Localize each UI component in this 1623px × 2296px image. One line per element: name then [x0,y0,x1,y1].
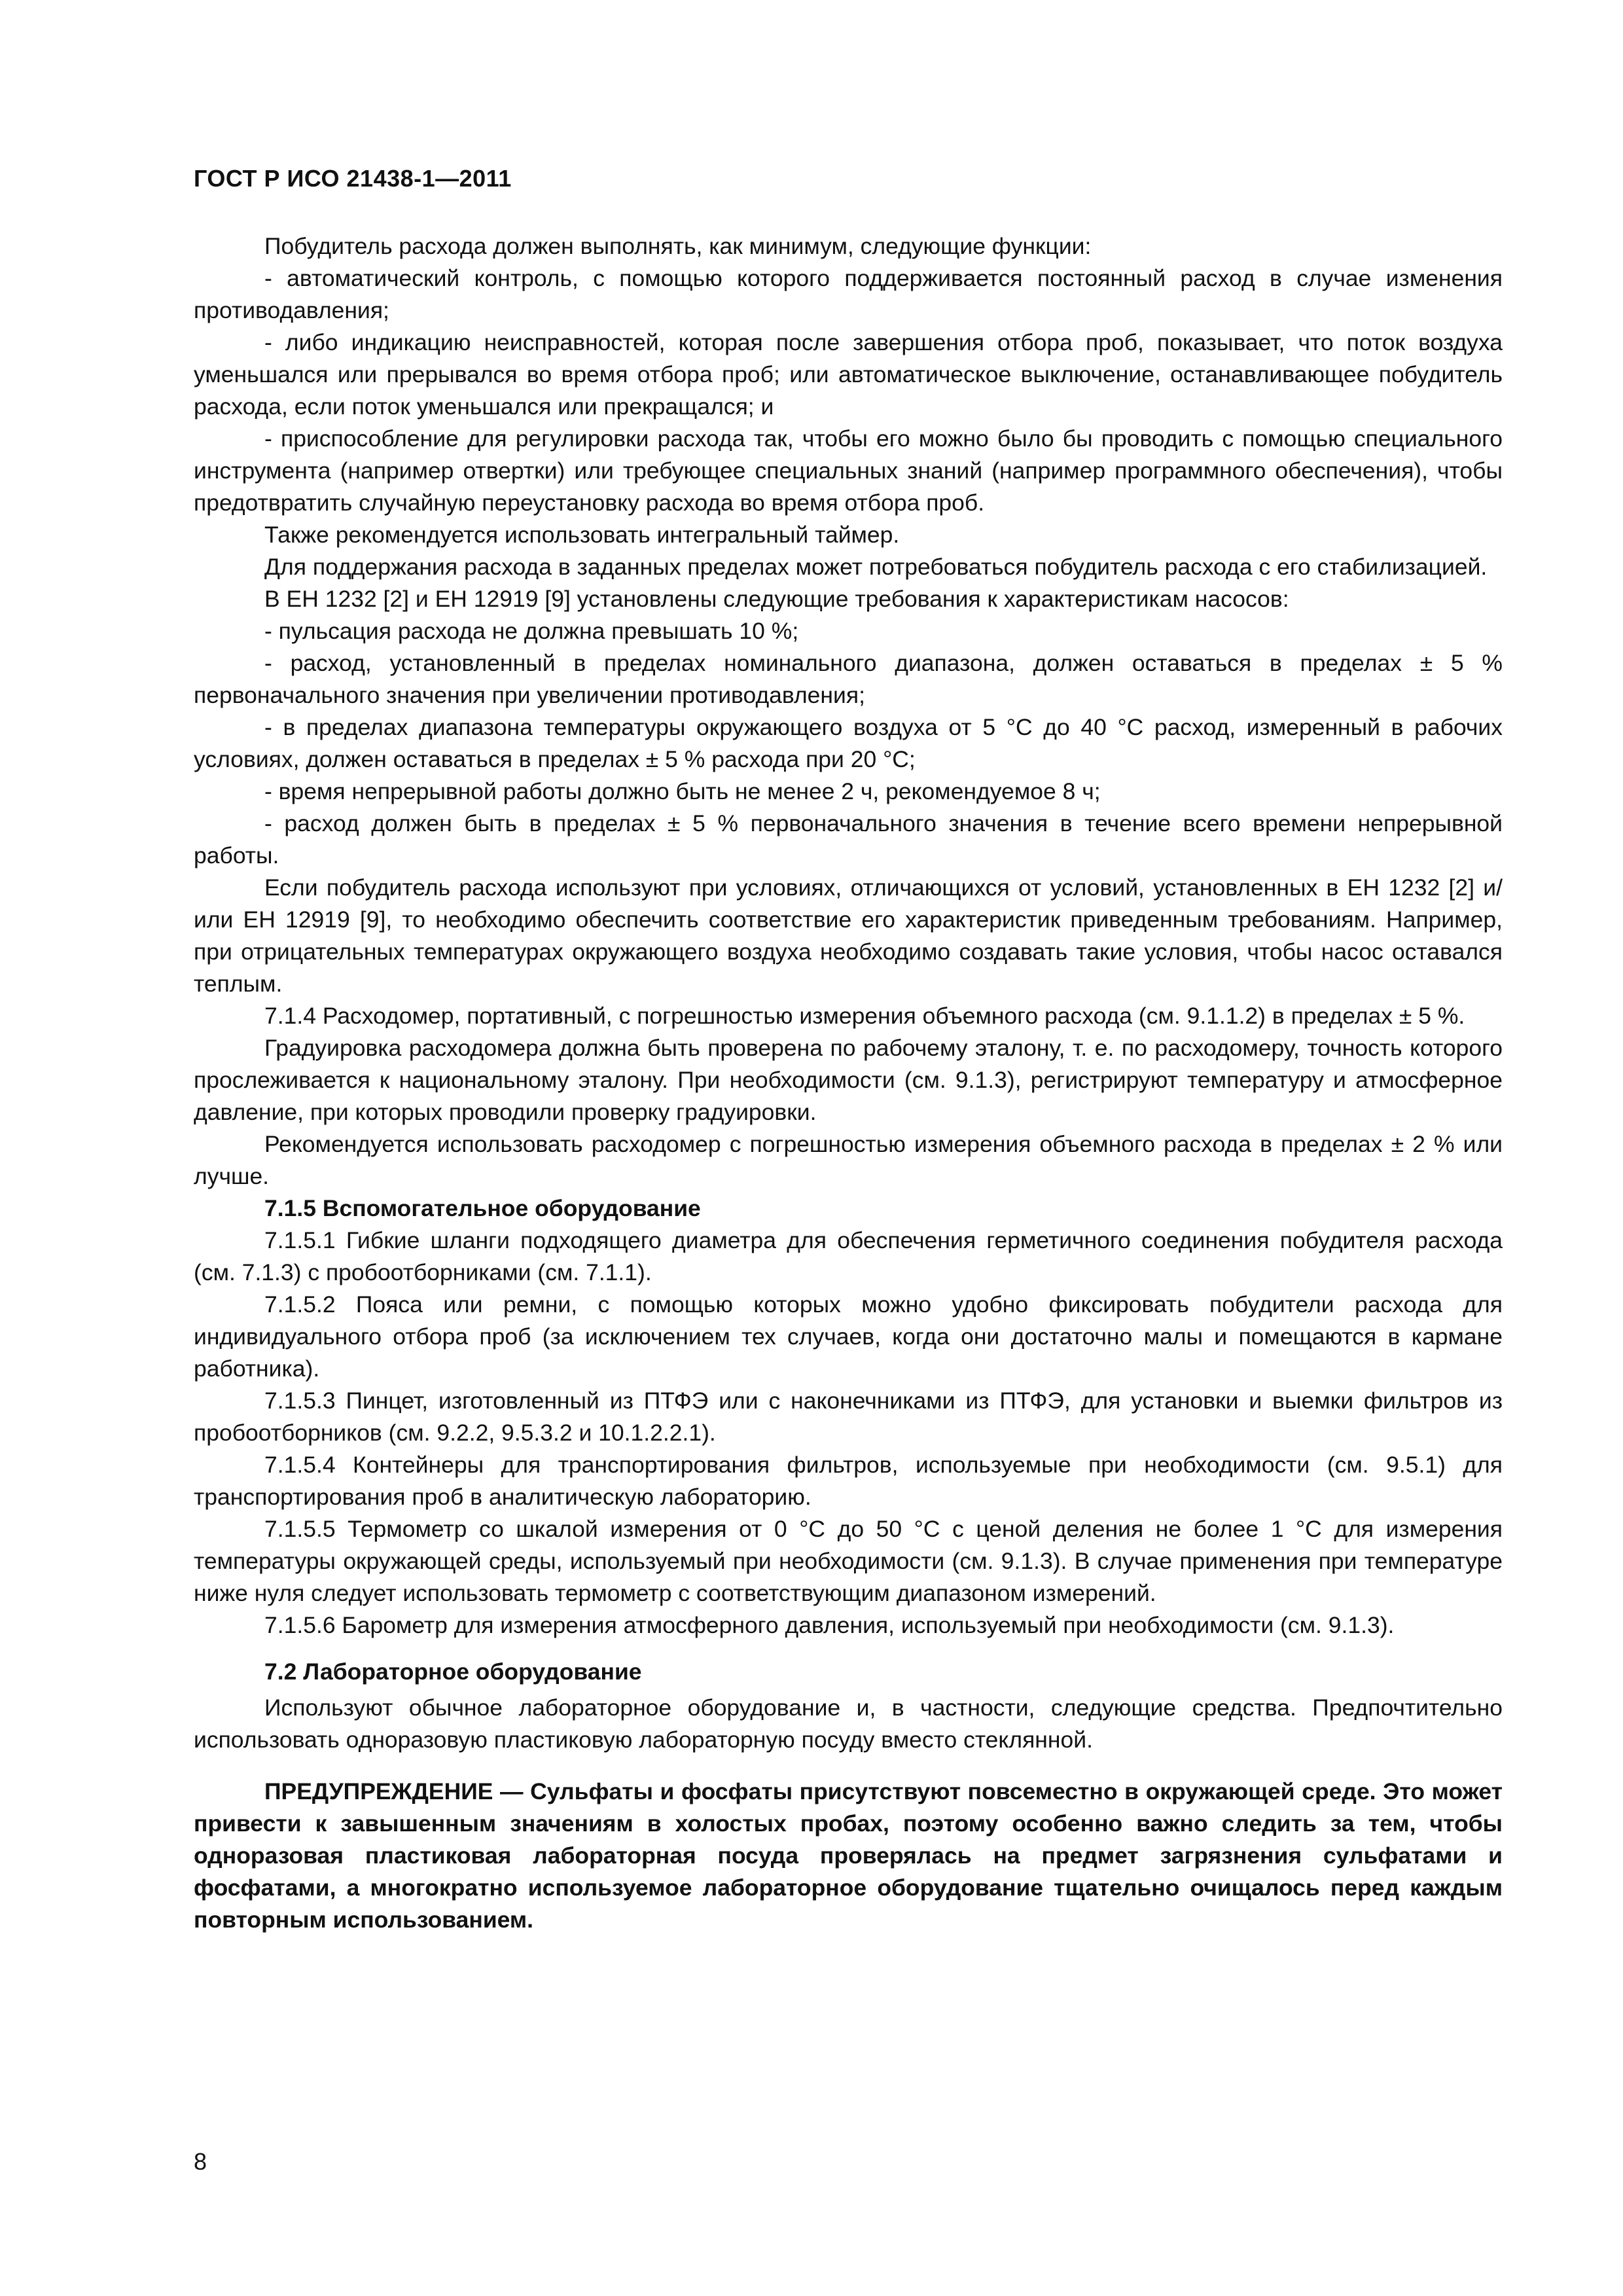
body-paragraph: 7.1.4 Расходомер, портативный, с погрешностью измерения объемного расхода (см. 9.1.1.2) в пределах ± 5 %. [264,1003,1465,1029]
body-paragraph: Также рекомендуется использовать интегральный таймер. [264,522,900,548]
body-paragraph: В ЕН 1232 [2] и ЕН 12919 [9] установлены следующие требования к характеристикам насосов: [264,586,1289,612]
body-paragraph: - расход, установленный в пределах номинального диапазона, должен оставаться в пределах ± 5 % первоначального значения при увеличении противодавления; [194,650,1503,708]
document-body [194,230,1503,1936]
body-paragraph: 7.1.5.3 Пинцет, изготовленный из ПТФЭ или с наконечниками из ПТФЭ, для установки и выемки фильтров из пробоотборников (см. 9.2.2, 9.5.3.2 и 10.1.2.2.1). [194,1388,1503,1446]
body-paragraph: - либо индикацию неисправностей, которая после завершения отбора проб, показывает, что поток воздуха уменьшался или прерывался во время отбора проб; или автоматическое выключение, останавливающее побудитель расхода, если поток уменьшался или прекращался; и [194,329,1503,420]
body-paragraph: Рекомендуется использовать расходомер с погрешностью измерения объемного расхода в пределах ± 2 % или лучше. [194,1131,1503,1189]
page-number: 8 [194,2148,207,2175]
body-paragraph: 7.1.5.6 Барометр для измерения атмосферного давления, используемый при необходимости (см. 9.1.3). [264,1612,1395,1638]
warning-paragraph: ПРЕДУПРЕЖДЕНИЕ — Сульфаты и фосфаты присутствуют повсеместно в окружающей среде. Это может привести к завышенным значениям в холостых пробах, поэтому особенно важно следить за тем, чтобы одноразовая пластиковая лабораторная посуда проверялась на предмет загрязнения сульфатами и фосфатами, а многократно используемое лабораторное оборудование тщательно очищалось перед каждым повторным использованием. [194,1778,1503,1933]
body-paragraph: - пульсация расхода не должна превышать 10 %; [264,618,799,644]
body-paragraph: 7.1.5.5 Термометр со шкалой измерения от 0 °С до 50 °С с ценой деления не более 1 °С для измерения температуры окружающей среды, используемый при необходимости (см. 9.1.3). В случае применения при температуре ниже нуля следует использовать термометр с соответствующим диапазоном измерений. [194,1516,1503,1606]
section-heading: 7.1.5 Вспомогательное оборудование [264,1195,701,1221]
section-heading: 7.2 Лабораторное оборудование [264,1659,642,1685]
body-paragraph: 7.1.5.1 Гибкие шланги подходящего диаметра для обеспечения герметичного соединения побудителя расхода (см. 7.1.3) с пробоотборниками (см. 7.1.1). [194,1227,1503,1285]
body-paragraph: - время непрерывной работы должно быть не менее 2 ч, рекомендуемое 8 ч; [264,778,1101,804]
body-paragraph: Градуировка расходомера должна быть проверена по рабочему эталону, т. е. по расходомеру, точность которого прослеживается к национальному эталону. При необходимости (см. 9.1.3), регистрируют температуру и атмосферное давление, при которых проводили проверку градуировки. [194,1035,1503,1125]
body-paragraph: - расход должен быть в пределах ± 5 % первоначального значения в течение всего времени непрерывной работы. [194,810,1503,869]
body-paragraph: - приспособление для регулировки расхода так, чтобы его можно было бы проводить с помощью специального инструмента (например отвертки) или требующее специальных знаний (например программного обеспечения), чтобы предотвратить случайную переустановку расхода во время отбора проб. [194,425,1503,516]
body-paragraph: 7.1.5.2 Пояса или ремни, с помощью которых можно удобно фиксировать побудители расхода для индивидуального отбора проб (за исключением тех случаев, когда они достаточно малы и помещаются в кармане работника). [194,1291,1503,1382]
body-paragraph: Побудитель расхода должен выполнять, как минимум, следующие функции: [264,233,1092,259]
body-paragraph: - автоматический контроль, с помощью которого поддерживается постоянный расход в случае изменения противодавления; [194,265,1503,323]
body-paragraph: Используют обычное лабораторное оборудование и, в частности, следующие средства. Предпочтительно использовать одноразовую пластиковую лабораторную посуду вместо стеклянной. [194,1695,1503,1753]
body-paragraph: 7.1.5.4 Контейнеры для транспортирования фильтров, используемые при необходимости (см. 9.5.1) для транспортирования проб в аналитическую лабораторию. [194,1452,1503,1510]
body-paragraph: Для поддержания расхода в заданных пределах может потребоваться побудитель расхода с его стабилизацией. [264,554,1488,580]
document-header: ГОСТ Р ИСО 21438-1—2011 [194,165,512,192]
body-paragraph: - в пределах диапазона температуры окружающего воздуха от 5 °С до 40 °С расход, измеренный в рабочих условиях, должен оставаться в пределах ± 5 % расхода при 20 °С; [194,714,1503,772]
body-paragraph: Если побудитель расхода используют при условиях, отличающихся от условий, установленных в ЕН 1232 [2] и/или ЕН 12919 [9], то необходимо обеспечить соответствие его характеристик приведенным требованиям. Например, при отрицательных температурах окружающего воздуха необходимо создавать такие условия, чтобы насос оставался теплым. [194,874,1503,997]
